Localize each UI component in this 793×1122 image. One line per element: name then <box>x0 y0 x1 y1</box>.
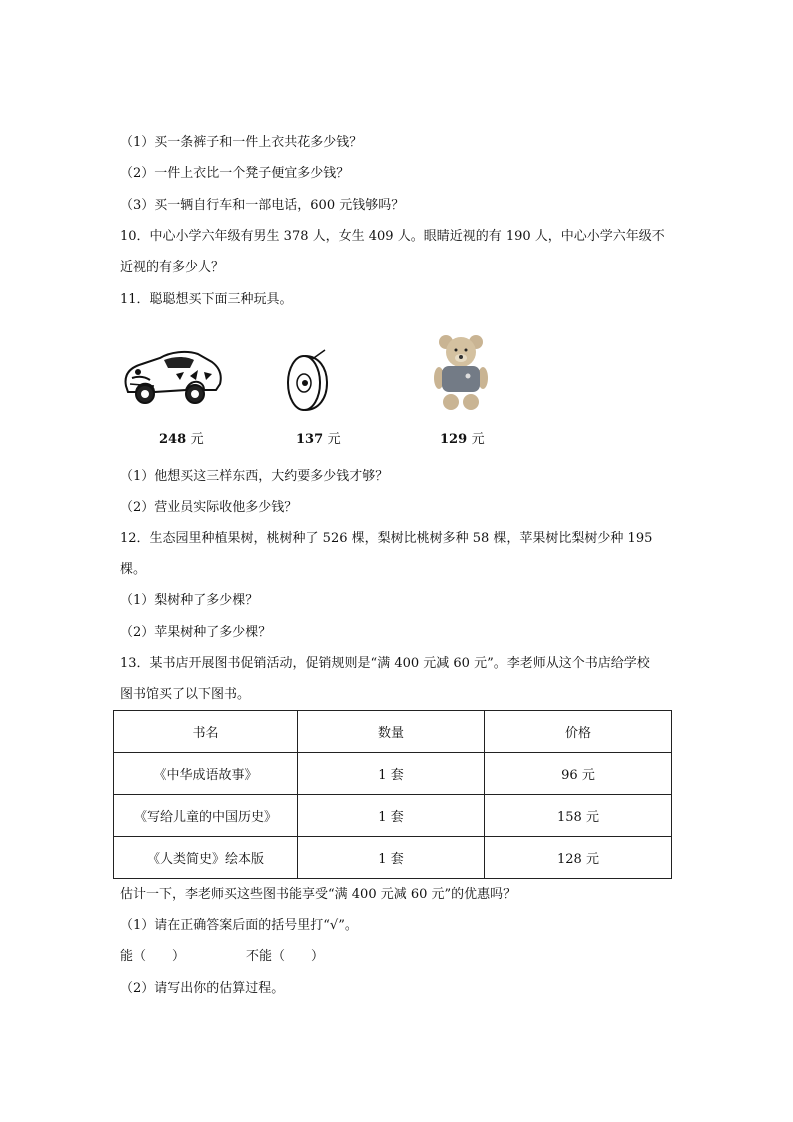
price-cell: 128 元 <box>485 837 672 879</box>
option-no[interactable]: 不能（ ） <box>246 949 325 964</box>
teddy-bear-icon <box>431 332 491 412</box>
yoyo-price-unit: 元 <box>327 432 341 447</box>
option-yes[interactable]: 能（ ） <box>120 949 186 964</box>
q11-title: 11．聪聪想买下面三种玩具。 <box>120 292 293 307</box>
q10-line2: 近视的有多少人？ <box>120 260 225 275</box>
toy-car-price-value: 248 <box>159 432 187 447</box>
q12-sub2: （2）苹果树种了多少棵？ <box>120 625 272 640</box>
header-price: 价格 <box>485 711 672 753</box>
q10-line1: 10．中心小学六年级有男生 378 人，女生 409 人。眼睛近视的有 190 人，中心小学六年级不 <box>120 229 665 244</box>
price-cell: 158 元 <box>485 795 672 837</box>
q11-sub1: （1）他想买这三样东西，大约要多少钱才够？ <box>120 469 389 484</box>
toy-car-price-unit: 元 <box>190 432 204 447</box>
teddy-bear-price-unit: 元 <box>471 432 485 447</box>
quantity-cell: 1 套 <box>298 753 485 795</box>
teddy-bear-price-value: 129 <box>440 432 468 447</box>
teddy-bear-price <box>440 432 485 448</box>
q9-sub1: （1）买一条裤子和一件上衣共花多少钱？ <box>120 135 363 150</box>
table-row <box>114 837 672 879</box>
table-row <box>114 753 672 795</box>
yoyo-price <box>296 432 341 448</box>
q13-estimate: 估计一下，李老师买这些图书能享受“满 400 元减 60 元”的优惠吗？ <box>120 887 517 902</box>
toy-car-price <box>159 432 204 448</box>
table-row <box>114 795 672 837</box>
q13-sub2: （2）请写出你的估算过程。 <box>120 981 285 996</box>
quantity-cell: 1 套 <box>298 795 485 837</box>
book-name-cell: 《写给儿童的中国历史》 <box>114 795 298 837</box>
q12-line1: 12．生态园里种植果树，桃树种了 526 棵，梨树比桃树多种 58 棵，苹果树比梨树少种 195 <box>120 531 653 546</box>
quantity-cell: 1 套 <box>298 837 485 879</box>
q13-line2: 图书馆买了以下图书。 <box>120 687 251 702</box>
q11-sub2: （2）营业员实际收他多少钱？ <box>120 500 298 515</box>
book-table <box>113 710 672 879</box>
q13-line1: 13．某书店开展图书促销活动，促销规则是“满 400 元减 60 元”。李老师从这个书店给学校 <box>120 656 650 671</box>
toy-car-icon <box>120 340 224 410</box>
header-book-name: 书名 <box>114 711 298 753</box>
book-name-cell: 《中华成语故事》 <box>114 753 298 795</box>
q12-line2: 棵。 <box>120 562 147 577</box>
q9-sub3: （3）买一辆自行车和一部电话，600 元钱够吗？ <box>120 198 405 213</box>
q13-sub1: （1）请在正确答案后面的括号里打“√”。 <box>120 918 358 933</box>
q9-sub2: （2）一件上衣比一个凳子便宜多少钱？ <box>120 166 350 181</box>
header-quantity: 数量 <box>298 711 485 753</box>
price-cell: 96 元 <box>485 753 672 795</box>
q12-sub1: （1）梨树种了多少棵？ <box>120 593 259 608</box>
yoyo-icon <box>285 348 329 414</box>
table-header-row <box>114 711 672 753</box>
book-name-cell: 《人类简史》绘本版 <box>114 837 298 879</box>
yoyo-price-value: 137 <box>296 432 324 447</box>
